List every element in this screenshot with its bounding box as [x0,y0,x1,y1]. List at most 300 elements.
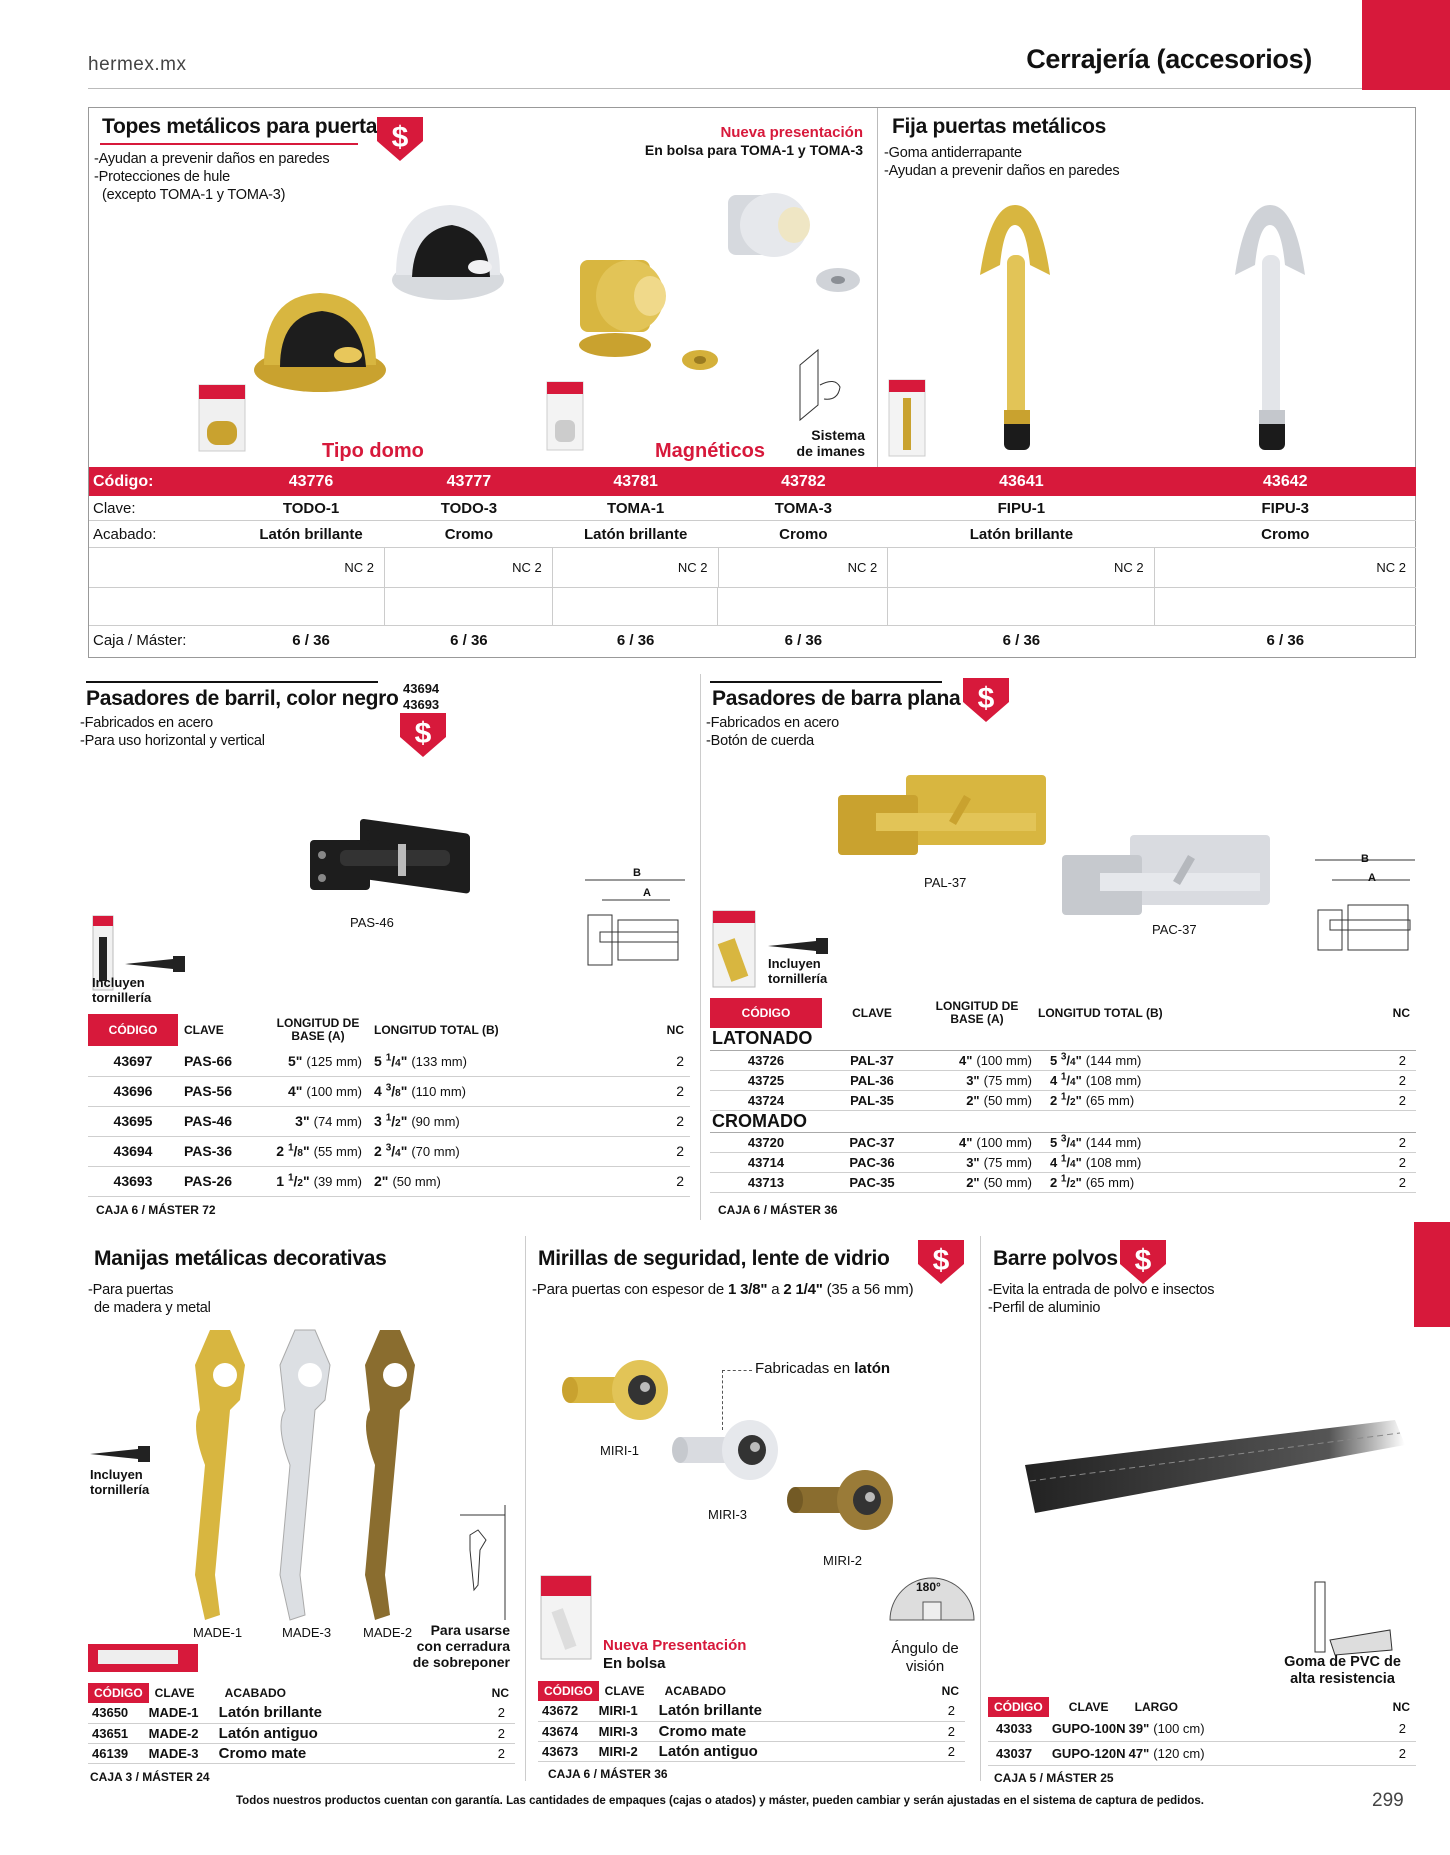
sweep-profile-diagram [1310,1580,1400,1660]
inches: 5" [287,1052,303,1069]
page-number: 299 [1372,1790,1404,1811]
codigo-cell: 43694 [88,1136,178,1166]
section-title: Cerrajería (accesorios) [1026,44,1312,74]
codigo-cell: 46139 [88,1743,149,1763]
base-length-cell [268,1166,368,1196]
total-length-cell [1032,1090,1252,1110]
bullet-text: (35 a 56 mm) [822,1281,914,1298]
inches: 2 $^1$/8" [276,1142,310,1160]
table-row [88,1106,690,1136]
table-row [538,1741,965,1761]
caja-cell: 6 / 36 [450,631,488,649]
blank-row [89,588,1416,626]
codigo-cell: 43720 [710,1132,822,1152]
codigo-cell: 43673 [538,1741,599,1761]
acabado-label: Acabado: [93,525,157,543]
group-label: CROMADO [710,1110,1416,1132]
clave-cell: PAL-37 [822,1050,922,1070]
col-header: ACABADO [659,1681,879,1701]
mirillas-footer: CAJA 6 / MÁSTER 36 [548,1767,668,1781]
col-header: CLAVE [178,1014,268,1046]
caja-label: Caja / Máster: [93,631,187,649]
codigo-cell: 43782 [781,472,826,490]
barrel-bolt-label: PAS-46 [350,915,394,930]
disclaimer: Todos nuestros productos cuentan con garantía. Las cantidades de empaques (cajas o atados) y máster, pueden cambiar y serán ajustadas en el sistema de captura de pedidos. [236,1795,1205,1807]
clave-cell: PAS-56 [178,1076,268,1106]
inches: 4" [958,1134,973,1150]
handle-brass-image [185,1325,260,1625]
magnet-system-label: Sistema de imanes [796,427,865,459]
col-header: NC [1329,1697,1416,1717]
nc-cell: NC 2 [237,548,385,588]
nc-cell: NC 2 [1376,559,1406,575]
codigo-cell: 43697 [88,1046,178,1076]
bullet: -Botón de cuerda [706,733,815,749]
bullet: (excepto TOMA-1 y TOMA-3) [102,187,286,203]
table-row [88,1703,515,1723]
col-header: LARGO [1129,1697,1329,1717]
handle-label: MADE-3 [282,1625,332,1640]
flat-bolt-chrome-label: PAC-37 [1152,922,1197,937]
nc-cell: 2 [1252,1132,1416,1152]
barril-rows [88,1046,690,1196]
tornilleria-label: Incluyen tornillería [92,975,152,1005]
codigo-row [89,467,1416,496]
acabado-cell: Cromo [779,525,828,543]
dome-stop-brass-image [250,275,390,395]
total-length-cell [368,1076,568,1106]
table-row [88,1046,690,1076]
middle-divider [700,674,701,1220]
base-length-cell [922,1172,1032,1192]
base-length-cell [922,1132,1032,1152]
col-header: NC [879,1681,965,1701]
inches: 4 $^1$/4" [1050,1071,1082,1089]
fija-title: Fija puertas metálicos [892,115,1106,138]
acabado-row [89,521,1416,548]
caja-cell: 6 / 36 [292,631,330,649]
barril-table [88,1014,690,1197]
inches: 2 $^1$/2" [1050,1173,1082,1191]
table-row [88,1743,515,1763]
clave-cell: PAC-35 [822,1172,922,1192]
col-header: NC [1252,998,1416,1028]
peephole-label: MIRI-1 [600,1443,639,1458]
col-header: CÓDIGO [710,998,822,1028]
acabado-cell: Latón brillante [969,525,1074,543]
acabado-cell: Latón brillante [583,525,688,543]
magnet-diagram [790,345,850,425]
angle-label: Ángulo de visión [891,1640,959,1675]
sweep-image [1025,1415,1410,1525]
header-rule [88,88,1362,89]
nc-cell: 2 [568,1076,690,1106]
acabado-cell: Cromo mate [659,1721,879,1741]
nc-cell: NC 2 [719,548,889,588]
bullet-bold: 1 3/8" [727,1281,768,1298]
dome-stop-chrome-image [388,195,508,305]
svg-text:$: $ [932,1244,950,1277]
mm: (55 mm) [313,1144,362,1160]
col-header: ACABADO [219,1683,439,1703]
acabado-cell: Latón antiguo [219,1723,439,1743]
package-image [712,910,756,988]
codigo-cell: 43696 [88,1076,178,1106]
bullet: -Para uso horizontal y vertical [80,733,265,749]
table-row [988,1741,1416,1765]
total-length-cell [368,1166,568,1196]
inches: 4" [287,1083,303,1099]
barre-footer: CAJA 5 / MÁSTER 25 [994,1771,1114,1785]
col-header: LONGITUD DE BASE (A) [268,1014,368,1046]
dim-a-label: A [1368,872,1376,884]
caja-cell: 6 / 36 [1266,631,1305,649]
door-holder-brass-image [960,195,1070,455]
barril-footer: CAJA 6 / MÁSTER 72 [96,1203,216,1217]
inches: 47" [1128,1745,1150,1761]
clave-cell: MIRI-3 [599,1721,659,1741]
bullet: -Fabricados en acero [80,715,214,731]
mm: (70 mm) [411,1144,460,1160]
bullet-bold: 2 1/4" [783,1281,823,1298]
inches: 1 $^1$/2" [276,1172,310,1190]
callout-line [722,1370,752,1371]
table-row [88,1076,690,1106]
flat-bolt-brass-image [836,765,1056,875]
acabado-cell: Cromo mate [219,1743,439,1763]
col-header: CLAVE [822,998,922,1028]
clave-cell: PAS-26 [178,1166,268,1196]
table-row [88,1166,690,1196]
barre-rows [988,1717,1416,1765]
codigo-cell: 43695 [88,1106,178,1136]
inches: 3" [966,1072,980,1088]
nc-cell: 2 [1252,1152,1416,1172]
codigo-cell: 43724 [710,1090,822,1110]
codigo-cell: 43713 [710,1172,822,1192]
table-row [710,1152,1416,1172]
new-presentation-label: Nueva presentación [720,124,863,141]
codigo-cell: 43777 [446,472,492,490]
table-row [538,1721,965,1741]
peephole-chrome-image [670,1415,780,1485]
dim-a-label: A [643,887,651,899]
plana-rows-cromado [710,1132,1416,1192]
manijas-bullets [88,1281,211,1317]
base-length-cell [922,1090,1032,1110]
col-header: CLAVE [1049,1697,1129,1717]
col-header: CLAVE [149,1683,219,1703]
inches: 5 $^1$/4" [374,1052,408,1070]
total-length-cell [368,1136,568,1166]
site-url: hermex.mx [88,54,187,75]
bullet-text: -Para puertas con espesor de [532,1281,728,1298]
nc-cell: 2 [1252,1070,1416,1090]
nc-cell: 2 [1252,1172,1416,1192]
peephole-brass-image [560,1355,670,1425]
inches: 2" [966,1174,980,1190]
table-row [538,1701,965,1721]
total-length-cell [1032,1050,1252,1070]
codigo-cell: 43033 [988,1717,1049,1741]
bottom-divider [525,1236,526,1781]
peephole-antique-image [785,1465,895,1535]
barrel-dimension-diagram [580,870,690,980]
mirillas-rows [538,1701,965,1761]
svg-text:$: $ [977,682,995,715]
codigo-cell: 43776 [288,472,334,490]
new-presentation-label: Nueva Presentación [603,1637,747,1654]
barril-code: 43694 [403,681,440,696]
inches: 3" [966,1154,980,1170]
screw-icon [90,1445,152,1463]
clave-cell: MADE-2 [149,1723,219,1743]
plana-rows-latonado [710,1050,1416,1110]
bullet: de madera y metal [94,1300,211,1316]
mm: (108 mm) [1085,1155,1142,1171]
base-length-cell [268,1046,368,1076]
nc-cell: 2 [568,1166,690,1196]
bullet: -Perfil de aluminio [988,1300,1101,1316]
inches: 2 $^3$/4" [374,1142,408,1160]
barrel-bolt-image [300,800,490,910]
codigo-cell: 43781 [613,472,658,490]
acabado-cell: Latón brillante [659,1701,879,1721]
acabado-cell: Latón brillante [219,1703,439,1723]
clave-cell: PAS-46 [178,1106,268,1136]
tornilleria-label: Incluyen tornillería [768,956,828,986]
mirillas-title: Mirillas de seguridad, lente de vidrio [538,1247,890,1270]
bullet-text: a [767,1281,784,1298]
base-length-cell [922,1050,1032,1070]
table-row [710,1050,1416,1070]
inches: 3 $^1$/2" [374,1112,408,1130]
handle-label: MADE-1 [193,1625,243,1640]
fab-text: Fabricadas en [755,1360,855,1377]
nc-cell: 2 [1329,1717,1416,1741]
price-icon [377,117,423,163]
clave-cell: FIPU-3 [1261,499,1310,517]
total-length-cell [1032,1152,1252,1172]
nc-cell: 2 [439,1703,515,1723]
nc-cell: NC 2 [888,548,1154,588]
col-header: CÓDIGO [88,1014,178,1046]
side-tab [1414,1222,1450,1327]
fab-bold: latón [854,1360,891,1377]
base-length-cell [268,1076,368,1106]
plana-title-rule [710,681,942,683]
magnetic-stop-brass-image [570,250,720,380]
acabado-cell: Cromo [1261,525,1310,543]
inches: 3" [295,1113,310,1129]
mirillas-bullet [532,1281,913,1299]
largo-cell [1129,1717,1329,1741]
inches: 39" [1128,1721,1150,1737]
price-icon [400,713,446,759]
nc-cell: 2 [568,1046,690,1076]
plana-footer: CAJA 6 / MÁSTER 36 [718,1203,838,1217]
handle-antique-image [355,1325,430,1625]
new-presentation-sub: En bolsa para TOMA-1 y TOMA-3 [644,142,863,158]
handle-note: Para usarse con cerradura de sobreponer [412,1622,510,1670]
acabado-cell: Latón antiguo [659,1741,879,1761]
mm: (90 mm) [411,1114,460,1130]
screw-icon [125,955,187,973]
col-header: LONGITUD DE BASE (A) [922,998,1032,1028]
clave-cell: FIPU-1 [997,499,1046,517]
manijas-title: Manijas metálicas decorativas [94,1247,387,1270]
clave-cell: MIRI-2 [599,1741,659,1761]
table-row [710,1172,1416,1192]
codigo-cell: 43672 [538,1701,599,1721]
table-row [710,1070,1416,1090]
inches: 2" [374,1173,389,1189]
topes-bullets [94,150,329,204]
codigo-cell: 43650 [88,1703,149,1723]
inches: 2" [966,1092,980,1108]
base-length-cell [922,1152,1032,1172]
clave-cell: GUPO-120N [1049,1741,1129,1765]
svg-text:$: $ [1134,1244,1152,1277]
magnetic-stop-chrome-image [718,185,868,305]
flat-bolt-brass-label: PAL-37 [924,875,967,890]
barril-title-rule [86,681,378,683]
mm: (65 mm) [1085,1093,1135,1109]
handle-chrome-image [270,1325,345,1625]
mm: (100 mm) [976,1134,1032,1150]
inches: 4 $^3$/8" [374,1082,408,1100]
clave-cell: PAL-36 [822,1070,922,1090]
clave-cell: MADE-1 [149,1703,219,1723]
col-header: LONGITUD TOTAL (B) [1032,998,1252,1028]
plana-table [710,998,1416,1193]
topes-title-rule [100,143,358,145]
inches: 2 $^1$/2" [1050,1091,1082,1109]
nc-cell: 2 [879,1741,965,1761]
barre-bullets [988,1281,1214,1317]
handle-label: MADE-2 [363,1625,413,1640]
header-tab [1362,0,1450,90]
bullet: -Ayudan a prevenir daños en paredes [94,151,330,167]
top-spec-table [89,467,1416,654]
mm: (50 mm) [983,1174,1032,1190]
codigo-cell: 43641 [999,472,1044,490]
total-length-cell [1032,1132,1252,1152]
total-length-cell [368,1046,568,1076]
col-header: CÓDIGO [988,1697,1049,1717]
nc-row [89,548,1416,588]
bullet: -Protecciones de hule [94,169,231,185]
table-row [988,1717,1416,1741]
package-image [545,380,585,452]
cm: (120 cm) [1153,1745,1205,1761]
codigo-cell: 43726 [710,1050,822,1070]
manijas-table [88,1683,515,1764]
nc-cell: 2 [1329,1741,1416,1765]
nc-cell: 2 [879,1701,965,1721]
codigo-cell: 43693 [88,1166,178,1196]
caja-cell: 6 / 36 [784,631,823,649]
svg-text:$: $ [414,717,432,750]
barre-table [988,1697,1416,1766]
plana-title: Pasadores de barra plana [712,687,961,710]
col-header: CÓDIGO [88,1683,149,1703]
mm: (100 mm) [976,1052,1032,1068]
new-presentation-sub: En bolsa [603,1655,666,1672]
mm: (144 mm) [1085,1135,1142,1151]
codigo-label: Código: [93,472,154,490]
nc-cell: NC 2 [553,548,719,588]
acabado-cell: Latón brillante [259,525,363,543]
nc-cell: 2 [879,1721,965,1741]
inches: 5 $^3$/4" [1050,1051,1082,1069]
fija-bullets [884,144,1119,180]
mm: (144 mm) [1085,1053,1142,1069]
mm: (65 mm) [1085,1175,1135,1191]
caja-cell: 6 / 36 [1002,631,1041,649]
mm: (50 mm) [392,1174,441,1189]
codigo-cell: 43725 [710,1070,822,1090]
mm: (110 mm) [411,1084,466,1100]
col-header: LONGITUD TOTAL (B) [368,1014,568,1046]
price-icon [918,1240,964,1286]
barril-title: Pasadores de barril, color negro [86,687,399,710]
bullet: -Ayudan a prevenir daños en paredes [884,163,1120,179]
mm: (39 mm) [313,1174,362,1190]
bullet: -Fabricados en acero [706,715,840,731]
nc-cell: NC 2 [385,548,553,588]
codigo-cell: 43651 [88,1723,149,1743]
col-header: NC [439,1683,515,1703]
total-length-cell [1032,1172,1252,1192]
clave-label: Clave: [93,499,136,517]
inches: 4" [958,1052,973,1068]
acabado-cell: Cromo [444,525,494,543]
bullet: -Para puertas [88,1282,174,1298]
clave-cell: PAS-36 [178,1136,268,1166]
flat-bolt-chrome-image [1060,825,1280,935]
base-length-cell [268,1136,368,1166]
mm: (74 mm) [313,1114,362,1129]
clave-cell: TOMA-1 [607,499,665,517]
nc-cell: 2 [439,1743,515,1763]
caja-cell: 6 / 36 [616,631,655,649]
peephole-label: MIRI-3 [708,1507,747,1522]
total-length-cell [1032,1070,1252,1090]
price-icon [963,678,1009,724]
inches: 5 $^3$/4" [1050,1133,1082,1151]
plana-bullets [706,714,839,750]
clave-cell: MADE-3 [149,1743,219,1763]
topes-title: Topes metálicos para puerta [102,115,378,138]
door-holder-chrome-image [1215,195,1325,455]
base-length-cell [922,1070,1032,1090]
nc-cell: 2 [1252,1090,1416,1110]
package-image [197,383,247,453]
package-image [88,1640,198,1676]
flat-dimension-diagram [1310,850,1420,960]
barre-title: Barre polvos [993,1247,1118,1270]
clave-cell: PAC-37 [822,1132,922,1152]
dim-b-label: B [1361,853,1369,865]
top-divider [877,108,878,468]
codigo-cell: 43674 [538,1721,599,1741]
clave-cell: GUPO-100N [1049,1717,1129,1741]
group-label: LATONADO [710,1028,1416,1050]
peephole-label: MIRI-2 [823,1553,862,1568]
bullet: -Evita la entrada de polvo e insectos [988,1282,1215,1298]
clave-cell: PAL-35 [822,1090,922,1110]
